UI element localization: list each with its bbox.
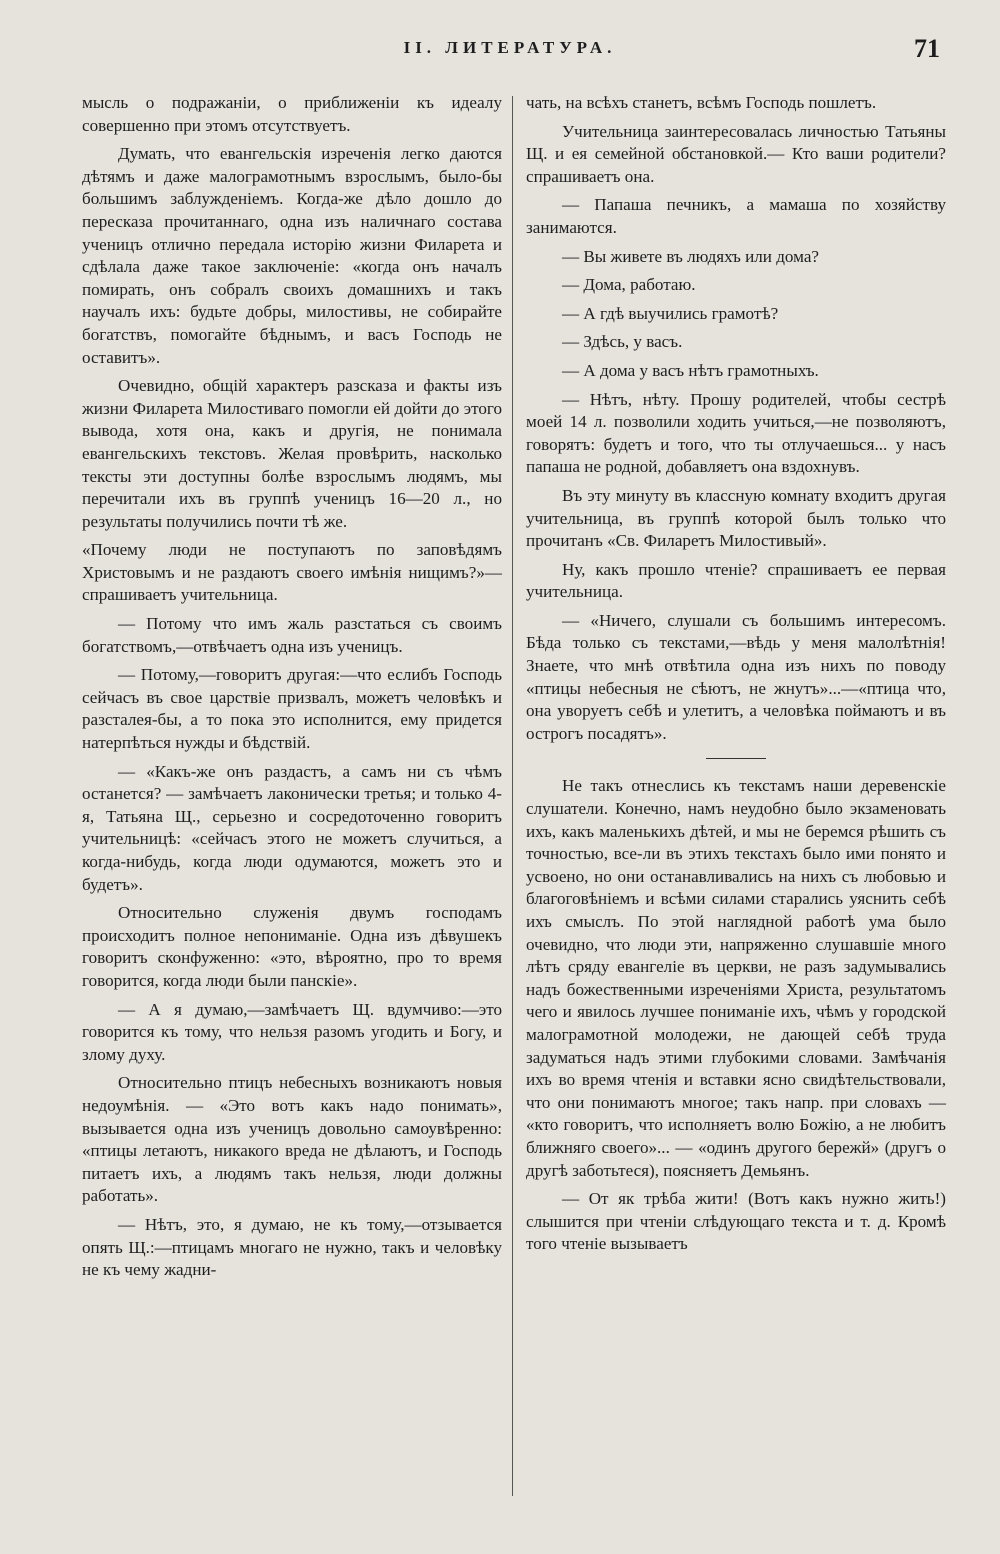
page-header xyxy=(80,34,940,70)
paragraph: Думать, что евангельскія изреченія легко даются дѣтямъ и даже малограмотнымъ взрослымъ, было-бы большимъ заблужденіемъ. Когда-же дѣло дошло до пересказа прочитаннаго, одна изъ наличнаго состава ученицъ отлично передала исторію жизни Филарета и сдѣлала даже такое заключеніе: «когда онъ началъ помирать, онъ собралъ своихъ домашнихъ и такъ научалъ ихъ: будьте добры, милостивы, не собирайте богатствъ, помогайте бѣднымъ, и васъ Господь не оставитъ». xyxy=(82,144,502,367)
right-column xyxy=(526,92,946,1262)
column-divider xyxy=(512,96,513,1496)
paragraph: — От як трѣба жити! (Вотъ какъ нужно жить!) слышится при чтеніи слѣдующаго текста и т. д. Кромѣ того чтеніе вызываетъ xyxy=(526,1189,946,1254)
paragraph: Относительно служенія двумъ господамъ происходитъ полное непониманіе. Одна изъ дѣвушекъ говоритъ сконфуженно: «это, вѣроятно, про то время говорится, когда люди были панскіе». xyxy=(82,903,502,990)
left-column xyxy=(82,92,502,1288)
paragraph: — Вы живете въ людяхъ или дома? xyxy=(562,246,820,266)
paragraph: Учительница заинтересовалась личностью Татьяны Щ. и ея семейной обстановкой.— Кто ваши родители? спрашиваетъ она. xyxy=(526,121,946,186)
paragraph: Очевидно, общій характеръ разсказа и факты изъ жизни Филарета Милостиваго помогли ей дойти до этого вывода, хотя она, какъ и другія, не понимала евангельскихъ текстовъ. Желая провѣрить, насколько тексты эти доступны болѣе взрослымъ людямъ, мы перечитали ихъ въ группѣ ученицъ 16—20 л., но результаты получились почти тѣ же. xyxy=(82,376,502,531)
paragraph: — Потому что имъ жаль разстаться съ своимъ богатствомъ,—отвѣчаетъ одна изъ ученицъ. xyxy=(82,614,502,656)
paragraph: «Почему люди не поступаютъ по заповѣдямъ Христовымъ и не раздаютъ своего имѣнія нищимъ?»—спрашиваетъ учительница. xyxy=(82,540,502,605)
paragraph: — Нѣтъ, нѣту. Прошу родителей, чтобы сестрѣ моей 14 л. позволили ходить учиться,—не позволяютъ, говорятъ: будетъ и того, что ты отлучаешься... у насъ папаша не родной, добавляетъ она вздохнувъ. xyxy=(526,389,946,477)
paragraph: Ну, какъ прошло чтеніе? спрашиваетъ ее первая учительница. xyxy=(526,559,946,602)
section-separator xyxy=(706,758,766,759)
page-number: 71 xyxy=(914,34,940,63)
paragraph: — «Ничего, слушали съ большимъ интересомъ. Бѣда только съ текстами,—вѣдь у меня малолѣтнія! Знаете, что мнѣ отвѣтила одна изъ нихъ по поводу «птицы небесныя не сѣютъ, не жнутъ»...—«птица что, она уворуетъ себѣ и улетитъ, а человѣка поймаютъ и въ острогъ посадятъ». xyxy=(526,610,946,743)
paragraph: — Папаша печникъ, а мамаша по хозяйству занимаются. xyxy=(526,195,946,237)
paragraph: чать, на всѣхъ станетъ, всѣмъ Господь пошлетъ. xyxy=(526,93,877,112)
paragraph: — Здѣсь, у васъ. xyxy=(562,332,683,352)
paragraph: — А гдѣ выучились грамотѣ? xyxy=(562,303,779,323)
paragraph: Относительно птицъ небесныхъ возникаютъ новыя недоумѣнія. — «Это вотъ какъ надо понимать», вызывается одна изъ ученицъ довольно самоувѣренно: «птицы летаютъ, никакого вреда не дѣлаютъ, и Господь питаетъ ихъ, а людямъ такъ нельзя, люди должны работать». xyxy=(82,1073,502,1206)
paragraph: — Потому,—говоритъ другая:—что еслибъ Господь сейчасъ въ свое царствіе призвалъ, можетъ человѣкъ и разсталея-бы, а то пока это исполнится, ему придется натерпѣться нужды и бѣдствій. xyxy=(82,665,502,753)
paragraph: — А я думаю,—замѣчаетъ Щ. вдумчиво:—это говорится къ тому, что нельзя разомъ угодить и Богу, и злому духу. xyxy=(82,999,502,1064)
paragraph: — Дома, работаю. xyxy=(562,275,696,295)
paragraph: Въ эту минуту въ классную комнату входитъ другая учительница, въ группѣ которой былъ только что прочитанъ «Св. Филаретъ Милостивый». xyxy=(526,485,946,551)
paragraph: Не такъ отнеслись къ текстамъ наши деревенскіе слушатели. Конечно, намъ неудобно было экзаменовать ихъ, какъ маленькихъ дѣтей, и мы не беремся рѣшить съ точностью, все-ли въ этихъ текстахъ было ими понято и усвоено, но они останавливались на нихъ съ любовью и благоговѣніемъ и всѣми силами старались уяснить себѣ ихъ смыслъ. По этой наглядной работѣ ума было очевидно, что люди эти, напряженно слушавшіе много лѣтъ сряду евангеліе въ церкви, не разъ задумывались надъ божественными изреченіями Христа, результатомъ чего и явилось лучшее пониманіе ихъ, чѣмъ у городской малограмотной молодежи, не дающей себѣ труда задуматься надъ этими глубокими словами. Замѣчанія ихъ во время чтенія и вставки ясно свидѣтельствовали, что они понимаютъ многое; такъ напр. при словахъ — «кто говоритъ, что исполняетъ волю Божію, а не любитъ ближняго своего»... — «одинъ другого бережй» (другъ о другѣ заботьтеся), поясняетъ Демьянъ. xyxy=(526,776,946,1180)
paragraph: — Нѣтъ, это, я думаю, не къ тому,—отзывается опять Щ.:—птицамъ многаго не нужно, такъ и человѣку не къ чему жадни- xyxy=(82,1214,502,1280)
paragraph: — А дома у васъ нѣтъ грамотныхъ. xyxy=(562,360,819,380)
paragraph: мысль о подражаніи, о приближеніи къ идеалу совершенно при этомъ отсутствуетъ. xyxy=(82,93,502,135)
running-head: II. ЛИТЕРАТУРА. xyxy=(403,38,617,57)
paragraph: — «Какъ-же онъ раздастъ, а самъ ни съ чѣмъ останется? — замѣчаетъ лаконически третья; и только 4-я, Татьяна Щ., серьезно и сосредоточенно говоритъ учительницѣ: «сейчасъ этого не можетъ случиться, а когда-нибудь, когда люди одумаются, можетъ это и будетъ». xyxy=(82,761,502,894)
